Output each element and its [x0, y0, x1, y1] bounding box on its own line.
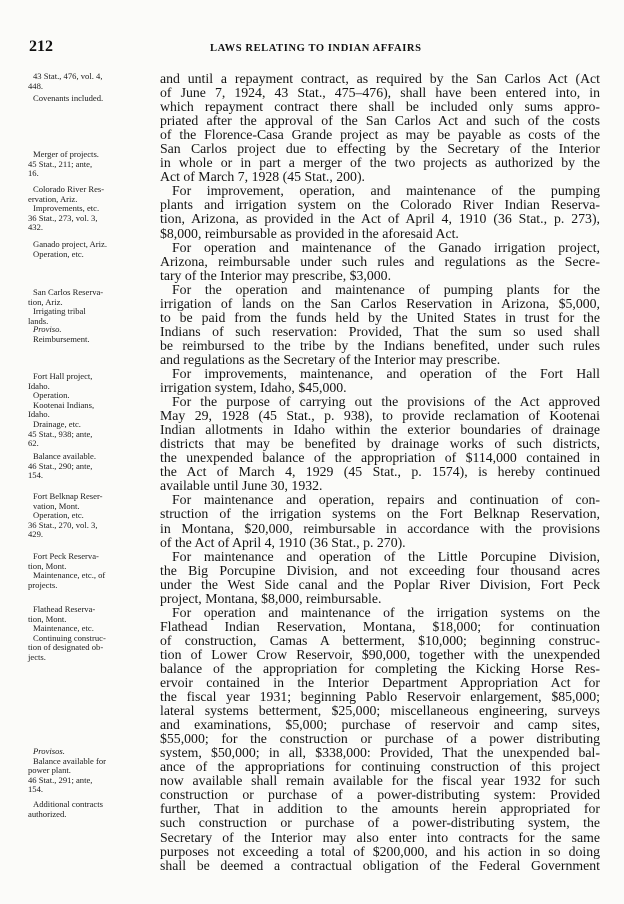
margin-note-line: Balance available for [33, 755, 107, 766]
margin-note [28, 552, 156, 590]
margin-note-line: 16. [28, 168, 39, 179]
margin-note [28, 492, 156, 540]
body-line: Act of March 7, 1928 (45 Stat., 200). [160, 170, 365, 185]
margin-note-line: 432. [28, 222, 44, 233]
margin-note [28, 72, 156, 91]
margin-note [28, 800, 156, 819]
body-line: and regulations as the Secretary of the Interior may prescribe. [160, 352, 501, 367]
margin-note-line: Balance available. [33, 451, 96, 461]
body-line: $8,000, reimbursable as provided in the aforesaid Act. [160, 226, 459, 241]
body-line: Arizona, reimbursable under such rules and regulations as the Secre- [160, 254, 600, 269]
body-line: and examinations, $5,000; purchase of reservoir and camp sites, [160, 718, 600, 733]
margin-note-line: Proviso. [33, 324, 62, 334]
margin-note-line: Idaho. [28, 409, 50, 420]
body-line: the Big Porcupine Division, and not exceeding four thousand acres [160, 563, 600, 578]
body-line: the Act of March 4, 1929 (45 Stat., p. 1574), is hereby continued [160, 465, 600, 480]
body-line: shall be deemed a contractual obligation of the Federal Government [160, 858, 600, 873]
margin-note-line: Kootenai Indians, [33, 399, 95, 410]
margin-note-line: Fort Belknap Reser- [33, 491, 103, 501]
margin-note-line: Operation, etc. [33, 510, 84, 521]
body-line: For operation and maintenance of the irrigation systems on the [172, 605, 600, 620]
body-line: ervoir contained in the Interior Department Appropriation Act for [160, 676, 600, 691]
body-line: such construction or purchase of a power-distributing system, the [160, 816, 600, 831]
body-line: of June 7, 1924, 43 Stat., 475–476), shall have been entered into, in [160, 86, 600, 101]
body-line: San Carlos project due to effecting by the Secretary of the Interior [160, 142, 600, 157]
margin-note-line: 45 Stat., 938; ante, [28, 428, 93, 439]
body-line: of construction, Camas A betterment, $10,000; beginning construc- [160, 633, 600, 648]
margin-note-line: lands. [28, 315, 49, 326]
body-line: Indian allotments in Idaho within the exterior boundaries of drainage [160, 423, 600, 438]
margin-note-line: 45 Stat., 211; ante, [28, 158, 93, 169]
margin-note-line: tion of designated ob- [28, 642, 104, 653]
margin-note [28, 240, 156, 259]
body-line: For improvement, operation, and maintenance of the pumping [172, 184, 600, 199]
body-line: plants and irrigation system on the Colorado River Indian Reserva- [160, 198, 600, 213]
body-line: the fiscal year 1931; beginning Pablo Reservoir enlargement, $85,000; [160, 690, 600, 705]
margin-note-line: vation, Mont. [33, 500, 80, 511]
body-line: the unexpended balance of the appropriation of $114,000 contained in [160, 451, 600, 466]
margin-note-line: tion, Ariz. [28, 296, 63, 307]
body-line: ance of the appropriations for continuing construction of this project [160, 760, 600, 775]
running-head: LAWS RELATING TO INDIAN AFFAIRS [210, 43, 422, 54]
margin-note-line: Operation, etc. [33, 248, 84, 259]
margin-note-line: 36 Stat., 273, vol. 3, [28, 212, 98, 223]
body-line: For improvements, maintenance, and operation of the Fort Hall [172, 366, 600, 381]
body-text [160, 72, 600, 873]
margin-note-line: Idaho. [28, 380, 50, 391]
body-line: May 29, 1928 (45 Stat., p. 938), to provide reclamation of Kootenai [160, 409, 600, 424]
page-number: 212 [29, 38, 53, 55]
body-line: For the purpose of carrying out the provisions of the Act approved [172, 395, 600, 410]
body-line: Flathead Indian Reservation, Montana, $18,000; for continuation [160, 619, 600, 634]
body-line: purposes not exceeding a total of $200,000, and his action in so doing [160, 844, 600, 859]
margin-note-line: 46 Stat., 291; ante, [28, 774, 93, 785]
margin-note-line: 62. [28, 438, 39, 449]
margin-note-line: Fort Hall project, [33, 371, 93, 381]
margin-note-line: authorized. [28, 808, 67, 819]
margin-note [28, 185, 156, 233]
margin-note-line: Fort Peck Reserva- [33, 551, 99, 561]
body-line: available until June 30, 1932. [160, 479, 323, 494]
margin-note [28, 372, 156, 449]
margin-note-line: 448. [28, 80, 44, 91]
body-line: now available shall remain available for the fiscal year 1932 for such [160, 774, 600, 789]
body-line: construction or purchase of a power-distributing system: Provided [160, 788, 600, 803]
margin-note-line: Operation. [33, 390, 70, 401]
body-line: project, Montana, $8,000, reimbursable. [160, 591, 382, 606]
margin-note-line: Additional contracts [33, 799, 103, 809]
body-line: which repayment contract there shall be included only sums appro- [160, 100, 600, 115]
margin-note-line: tion, Mont. [28, 613, 67, 624]
margin-note-line: power plant. [28, 765, 71, 776]
margin-note-line: 36 Stat., 270, vol. 3, [28, 519, 98, 530]
body-line: to be paid from the funds held by the United States in trust for the [160, 310, 600, 325]
margin-note [28, 325, 156, 344]
body-line: districts that may be benefited by drainage works of such districts, [160, 437, 600, 452]
body-line: Indians of such reservation: Provided, That the sum so used shall [160, 324, 600, 339]
margin-note [28, 747, 156, 795]
margin-note-line: projects. [28, 579, 58, 590]
margin-note-line: Flathead Reserva- [33, 604, 96, 614]
body-line: tion of Lower Crow Reservoir, $90,000, together with the unexpended [160, 647, 600, 662]
margin-note [28, 94, 156, 104]
margin-note-line: Provisos. [33, 746, 65, 756]
body-line: priated after the approval of the San Carlos Act and such of the costs [160, 114, 600, 129]
margin-note-line: 154. [28, 784, 44, 795]
body-line: For the operation and maintenance of pumping plants for the [172, 282, 600, 297]
body-line: For maintenance and operation, repairs and continuation of con- [172, 493, 600, 508]
body-line: tary of the Interior may prescribe, $3,000. [160, 268, 392, 283]
margin-note [28, 605, 156, 663]
margin-note-line: ervation, Ariz. [28, 193, 78, 204]
margin-note-line: 154. [28, 470, 44, 481]
margin-note-line: Continuing construc- [33, 632, 106, 643]
body-line: of the Florence-Casa Grande project as may be payable as costs of the [160, 128, 600, 143]
margin-note-line: jects. [28, 651, 46, 662]
body-line: further, That in addition to the amounts herein appropriated for [160, 802, 600, 817]
margin-note-line: 429. [28, 529, 44, 540]
body-line: system, $50,000; in all, $338,000: Provided, That the unexpended bal- [160, 746, 600, 761]
body-line: For operation and maintenance of the Ganado irrigation project, [172, 240, 600, 255]
margin-note-line: 46 Stat., 290; ante, [28, 460, 93, 471]
margin-note-line: Improvements, etc. [33, 203, 100, 214]
margin-note [28, 452, 156, 481]
body-line: under the West Side canal and the Poplar River Division, Fort Peck [160, 577, 600, 592]
margin-note-line: Covenants included. [33, 93, 104, 103]
margin-note-line: Maintenance, etc., of [33, 570, 106, 581]
body-line: irrigation system, Idaho, $45,000. [160, 381, 347, 396]
margin-note [28, 150, 156, 179]
body-line: For maintenance and operation of the Little Porcupine Division, [172, 549, 600, 564]
body-line: $55,000; for the construction or purchase of a power distributing [160, 732, 600, 747]
body-line: struction of the irrigation systems on the Fort Belknap Reservation, [160, 507, 600, 522]
body-line: Secretary of the Interior may also enter into contracts for the same [160, 830, 600, 845]
margin-note-line: San Carlos Reserva- [33, 287, 104, 297]
margin-note-line: Drainage, etc. [33, 418, 81, 429]
body-line: balance of the appropriation for completing the Kicking Horse Res- [160, 661, 600, 676]
margin-note-line: 43 Stat., 476, vol. 4, [33, 71, 103, 81]
margin-note-line: Merger of projects. [33, 149, 99, 159]
body-line: in Montana, $20,000, reimbursable in accordance with the provisions [160, 521, 600, 536]
body-line: of the Act of April 4, 1910 (36 Stat., p. 270). [160, 535, 406, 550]
margin-note-line: Irrigating tribal [33, 306, 86, 317]
margin-note-line: Reimbursement. [33, 333, 90, 344]
margin-note-line: Ganado project, Ariz. [33, 239, 107, 249]
body-line: tion, Arizona, as provided in the Act of April 4, 1910 (36 Stat., p. 273), [160, 212, 600, 227]
margin-note-line: Maintenance, etc. [33, 623, 94, 634]
body-line: in whole or in part a merger of the two projects as authorized by the [160, 156, 600, 171]
body-line: be reimbursed to the tribe by the Indians benefited, under such rules [160, 338, 600, 353]
body-line: and until a repayment contract, as required by the San Carlos Act (Act [160, 72, 600, 86]
margin-note [28, 288, 156, 326]
margin-note-line: Colorado River Res- [33, 184, 105, 194]
body-line: lateral systems betterment, $25,000; miscellaneous engineering, surveys [160, 704, 600, 719]
body-line: irrigation of lands on the San Carlos Reservation in Arizona, $5,000, [160, 296, 600, 311]
margin-note-line: tion, Mont. [28, 560, 67, 571]
